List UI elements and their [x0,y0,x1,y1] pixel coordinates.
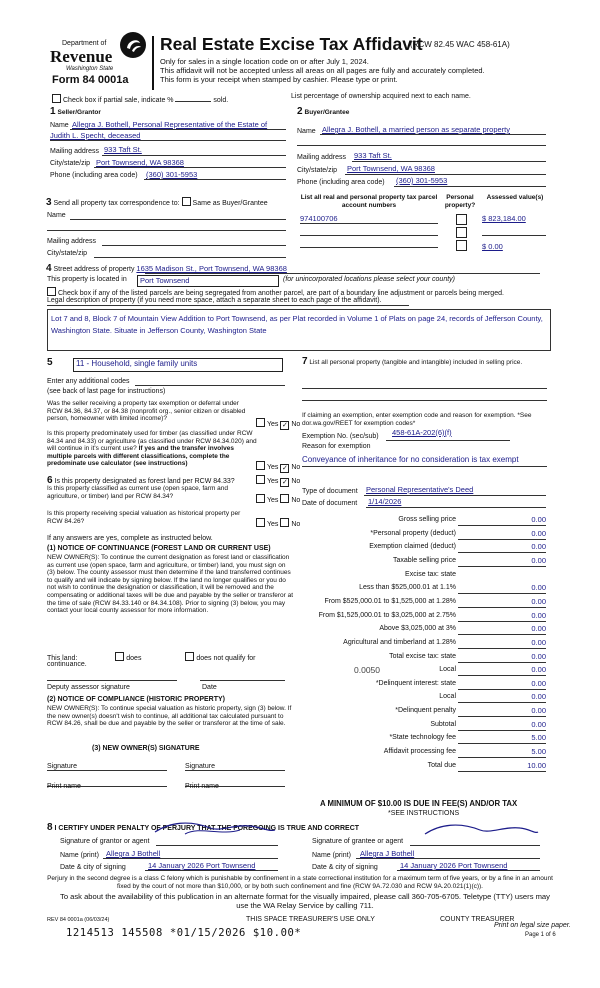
land-does-checkbox[interactable] [115,652,124,661]
owner-sig-label-2: Signature [185,763,215,770]
exemption-no-line [386,440,510,441]
form-number: Form 84 0001a [52,74,129,86]
new-owner-sig-title: (3) NEW OWNER(S) SIGNATURE [92,745,200,752]
deputy-label: Deputy assessor signature [47,684,130,691]
section-1-heading: 1 Seller/Grantor [50,106,101,117]
tax-row-label: Total due [427,762,456,769]
agency-label: Revenue [50,47,113,66]
grantor-name-line [103,858,278,859]
notice2-title: (2) NOTICE OF COMPLIANCE (HISTORIC PROPERTY) [47,696,225,703]
section-5-num: 5 [47,357,53,368]
tax-row-label: *Delinquent penalty [395,707,456,714]
treasurer-only: THIS SPACE TREASURER'S USE ONLY [246,916,375,923]
legal-description-box[interactable] [47,309,551,351]
s6-q2-yes[interactable] [256,494,265,503]
owner-sig-line-2 [185,770,285,771]
s6-q1-row: 6 Is this property designated as forest land per RCW 84.33? [47,475,235,486]
yes-label: Yes [267,464,279,471]
tax-row-value[interactable]: 0.00 [531,665,546,674]
grantor-sig-line [156,845,278,846]
owner-sig-line-1 [47,770,167,771]
tax-row [302,748,548,759]
assessed-col-header: Assessed value(s) [486,194,544,201]
s6-q2-answer [256,494,300,504]
form-rcw: (RCW 82.45 WAC 458-61A) [410,40,510,49]
buyer-heading: Buyer/Grantee [304,109,350,116]
located-select[interactable] [137,275,279,287]
parcel-number[interactable]: 974100706 [300,214,338,223]
tax-row-label: *State technology fee [389,734,456,741]
grantee-name-line [356,858,540,859]
no-label: No [291,521,301,528]
parcel-line-1 [300,223,438,224]
grantor-date-line [145,870,278,871]
tax-row-value[interactable]: 0.00 [531,706,546,715]
s6-q1-yes[interactable] [256,475,265,484]
assessed-line-2 [482,235,546,236]
tax-row-value[interactable]: 0.00 [531,652,546,661]
section-3-row: 3 Send all property tax correspondence to: Same as Buyer/Grantee [46,197,268,208]
parcel-line-3 [300,247,438,248]
tax-row-label: Total excise tax: state [389,653,456,660]
seller-city[interactable]: Port Townsend, WA 98368 [96,158,184,167]
tax-row [302,734,548,745]
notice2-text: NEW OWNER(S): To continue special valuation as historic property, sign (3) below. If the new owner(s) doesn't wish to continue, all additional tax calculated pursuant to RCW 84.26, shall be due and payable by the seller or transferor at the time of sale. [47,705,292,728]
tax-row [302,571,548,582]
owner-sig-label-1: Signature [47,763,77,770]
additional-codes-label: Enter any additional codes [47,378,130,385]
no-label: No [291,421,301,428]
buyer-phone-label: Phone (including area code) [297,179,385,186]
header-note-3: This form is your receipt when stamped by cashier. Please type or print. [160,75,398,84]
certify-row: 8 I CERTIFY UNDER PENALTY OF PERJURY THAT THE FOREGOING IS TRUE AND CORRECT [47,822,360,833]
notice1-title: (1) NOTICE OF CONTINUANCE (FOREST LAND OR CURRENT USE) [47,545,271,552]
personal-property-checkbox-1[interactable] [456,214,467,225]
buyer-name-line [320,134,546,135]
tax-row-line [458,730,546,731]
s6-q3-answer [256,518,300,528]
grantee-sig-label: Signature of grantee or agent [312,838,404,845]
tax-row [302,762,548,773]
tax-row-line [458,757,546,758]
grantee-name[interactable]: Allegra J Bothell [360,849,415,858]
this-land-label: This land: [47,655,78,662]
doc-type-line [364,495,546,496]
buyer-name[interactable]: Allegra J. Bothell, a married person as separate property [322,125,511,134]
doc-date-label: Date of document [302,500,358,507]
grantor-name[interactable]: Allegra J Bothell [106,849,161,858]
s6-if-yes: If any answers are yes, complete as instructed below. [47,535,213,542]
tax-row-line [458,607,546,608]
print-legal-note: Print on legal size paper. [494,922,571,929]
legal-label-underline [47,305,409,306]
boundary-checkbox[interactable] [47,287,56,296]
local-rate: 0.0050 [354,665,380,675]
tax-row [302,598,548,609]
grantor-name-label: Name (print) [60,852,99,859]
tax-row-line [458,593,546,594]
seller-name-label: Name [50,122,69,129]
doc-date[interactable]: 1/14/2026 [368,497,402,506]
seller-city-line [94,167,286,168]
tax-row-label: Agricultural and timberland at 1.28% [343,639,456,646]
tax-row-value[interactable]: 0.00 [531,583,546,592]
s6-q1-answer [256,475,300,487]
tax-row [302,707,548,718]
grantee-date-label: Date & city of signing [312,864,378,871]
tax-row [302,516,548,527]
tax-row-value[interactable]: 10.00 [527,761,546,770]
tax-row [302,680,548,691]
legal-label: Legal description of property (if you need more space, attach a separate sheet to each page of the affidavit). [47,297,382,304]
tax-row-value[interactable]: 0.00 [531,542,546,551]
tax-row-value[interactable]: 0.00 [531,611,546,620]
dept-label: Department of [62,40,107,47]
deputy-line [47,680,177,681]
corr-name-line [70,219,286,220]
tax-row-label: Above $3,025,000 at 3% [379,625,456,632]
tax-row-value[interactable]: 0.00 [531,515,546,524]
no-label: No [291,478,301,485]
boundary-row [47,287,504,297]
tax-row-label: Local [439,666,456,673]
tax-row-label: From $1,525,000.01 to $3,025,000 at 2.75% [318,612,456,619]
section-4-street-row: 4 Street address of property 1635 Madison St., Port Townsend, WA 98368 [46,263,287,274]
doc-date-line [366,507,546,508]
does-label: does [126,655,142,662]
legal-description: Lot 7 and 8, Block 7 of Mountain View Addition to Port Townsend, as per Plat recorded in Volume 1 of Plats on page 24, records of Jefferson County, Washington State. Situate in Jefferson County, Washington State [51,314,543,335]
tax-row [302,530,548,541]
seller-city-label: City/state/zip [50,160,91,167]
state-label: Washington State [66,66,114,72]
partial-sale-checkbox[interactable] [52,94,61,103]
s6-q3-no[interactable] [280,518,289,527]
tax-row-value[interactable]: 0.00 [531,529,546,538]
tax-row [302,666,548,677]
tax-row-line [458,552,546,553]
section-7: 7 List all personal property (tangible and intangible) included in selling price. [302,356,523,367]
tax-row-label: *Personal property (deduct) [370,530,456,537]
corr-mailing-line [102,245,286,246]
deputy-date-line [200,680,285,681]
same-as-buyer-checkbox[interactable] [182,197,191,206]
partial-sale-percent-field[interactable] [175,95,211,102]
deputy-date-label: Date [202,684,217,691]
located-value: Port Townsend [140,276,190,285]
yes-label: Yes [267,497,279,504]
tax-row-line [458,621,546,622]
s5-q1-yes[interactable] [256,418,265,427]
does-not-label: does not qualify for [196,655,256,662]
tax-row-value[interactable]: 0.00 [531,720,546,729]
seller-name-line [70,129,286,130]
assessed-value-2[interactable]: $ 0.00 [482,242,503,251]
header-divider [152,36,154,90]
exemption-no-label: Exemption No. (sec/sub) [302,433,379,440]
tax-row-label: From $525,000.01 to $1,525,000 at 1.28% [324,598,456,605]
tax-row [302,639,548,650]
seller-mailing[interactable]: 933 Taft St. [104,145,142,154]
s5-q2 [47,430,257,468]
tax-row [302,584,548,595]
partial-sale-label: Check box if partial sale, indicate % [63,97,174,104]
reason[interactable]: Conveyance of inheritance for no consideration is tax exempt [302,455,519,464]
personal-property-checkbox-2[interactable] [456,227,467,238]
correspondence-city-label: City/state/zip [47,250,88,257]
s6-q2: Is this property classified as current use (open space, farm and agriculture, or timber) land per RCW 84.34? [47,485,229,500]
buyer-name-line-2 [297,145,546,146]
owner-print-label-2: Print name [185,783,219,790]
located-label: This property is located in [47,276,127,283]
use-code-value: 11 - Household, single family units [76,359,198,368]
buyer-city-line [345,174,546,175]
parcel-col-header: List all real and personal property tax parcel account numbers [300,194,438,209]
minimum-due: A MINIMUM OF $10.00 IS DUE IN FEE(S) AND/OR TAX [320,799,518,808]
tax-row [302,653,548,664]
exemption-no[interactable]: 458-61A-202(6)(f) [392,428,452,437]
tax-row-line [458,662,546,663]
tax-row-label: *Delinquent interest: state [375,680,456,687]
grantor-sig-label: Signature of grantor or agent [60,838,150,845]
reason-label: Reason for exemption [302,443,371,450]
s6-q3-yes[interactable] [256,518,265,527]
tax-row-value[interactable]: 0.00 [531,624,546,633]
s7-line-2 [302,400,547,401]
owner-print-label-1: Print name [47,783,81,790]
alt-format-notice: To ask about the availability of this publication in an alternate format for the visually impaired, please call 360-705-6705. Teletype (TTY) users may use the WA Relay Service by calling 711. [60,892,550,910]
no-label: No [291,464,301,471]
certify-text: I CERTIFY UNDER PENALTY OF PERJURY THAT THE FOREGOING IS TRUE AND CORRECT [54,825,360,832]
buyer-mailing-label: Mailing address [297,154,347,161]
tax-row-value[interactable]: 5.00 [531,733,546,742]
seller-name-line2[interactable]: Judith L. Specht, deceased [50,131,141,140]
page-number: Page 1 of 6 [525,932,556,938]
s5-q1: Was the seller receiving a property tax exemption or deferral under RCW 84.36, 84.37, or 84.38 (nonprofit org., senior citizen or disabled person, homeowner with limited income)? [47,400,246,423]
correspondence-mailing-label: Mailing address [47,238,97,245]
grantor-signature-image [150,818,280,840]
s5-q1-no[interactable]: ✓ [281,422,288,429]
tax-row-label: Less than $525,000.01 at 1.1% [359,584,456,591]
use-code-select[interactable] [73,358,283,372]
tax-row [302,543,548,554]
grantee-date-line [397,870,540,871]
seller-name-line-2 [50,140,286,141]
tax-row-value[interactable]: 0.00 [531,679,546,688]
s6-q1: Is this property designated as forest land per RCW 84.33? [54,478,235,485]
tax-row-line [458,716,546,717]
buyer-name-label: Name [297,128,316,135]
corr-city-line [94,257,286,258]
grantee-date-city[interactable]: 14 January 2026 Port Townsend [400,861,508,870]
tax-row [302,625,548,636]
grantor-date-city[interactable]: 14 January 2026 Port Townsend [148,861,256,870]
continuance-label: continuance. [47,661,87,668]
tax-row-line [458,743,546,744]
buyer-phone[interactable]: (360) 301-5953 [396,176,448,185]
personal-property-checkbox-3[interactable] [456,240,467,251]
assessed-value[interactable]: $ 823,184.00 [482,214,526,223]
rev-number: REV 84 0001a (06/03/24) [47,917,110,923]
partial-sale-row [52,94,228,104]
buyer-mailing[interactable]: 933 Taft St. [354,151,392,160]
grantor-date-label: Date & city of signing [60,864,126,871]
tax-row [302,557,548,568]
tax-row-line [458,675,546,676]
tax-row-line [458,771,546,772]
perjury-text: Perjury in the second degree is a class C felony which is punishable by confinement in a state correctional institution for a maximum term of five years, or by a fine in an amount fixed by the court of not more than $10,000, or by both such confinement and fine (RCW 9A.72.030 and RCW 9A.20.021(1)(c)). [47,875,553,890]
street-label: Street address of property [53,266,135,273]
buyer-phone-line [394,186,546,187]
tax-row-line [458,634,546,635]
see-back-label: (see back of last page for instructions) [47,388,166,395]
grantee-sig-line [410,845,540,846]
seller-mailing-label: Mailing address [50,148,100,155]
s6-q1-no[interactable]: ✓ [281,479,288,486]
seller-heading: Seller/Grantor [57,109,101,116]
boundary-label: Check box if any of the listed parcels are being segregated from another parcel, are part of a boundary line adjustment or parcels being merged. [58,290,504,297]
land-does-not-checkbox[interactable] [185,652,194,661]
receipt-stamp: 1214513 145508 *01/15/2026 $10.00* [66,927,302,939]
notice1-text: NEW OWNER(S): To continue the current designation as forest land or classification as current use (open space, farm and agriculture, or timber) land, you must sign on (3) below. The county assessor must then determine if the land transferred continues to qualify and will indicate by signing below. If the land no longer qualifies or you do not wish to continue the designation or classification, it will be removed and the compensating or additional taxes will be due and payable by the seller or transferor at the time of sale (RCW 84.33.140 or 84.34.108). Prior to signing (3) below, you may contact your local county assessor for more information. [47,554,294,615]
tax-row [302,693,548,704]
tax-row-value[interactable]: 5.00 [531,747,546,756]
s5-q2-yes[interactable] [256,461,265,470]
percent-note: List percentage of ownership acquired next to each name. [291,93,471,100]
s5-q2-bold: If yes and the transfer involves multiple parcels with different classifications, complete the predominate use calculator (see instructions) [47,445,234,468]
same-as-buyer-label: Same as Buyer/Grantee [192,200,268,207]
s5-q2-no[interactable]: ✓ [281,465,288,472]
yes-label: Yes [267,521,279,528]
unincorp-note: (for unincorporated locations please select your county) [283,276,455,283]
tax-row-value[interactable]: 0.00 [531,556,546,565]
s5-q1-answer [256,418,300,430]
perjury-notice [44,875,556,890]
partial-sale-sold: sold. [213,97,229,104]
tax-row-label: Affidavit processing fee [383,748,456,755]
header-note-1: Only for sales in a single location code on or after July 1, 2024. [160,57,369,66]
buyer-mailing-line [352,161,546,162]
tax-row-line [458,525,546,526]
header-note-2: This affidavit will not be accepted unless all areas on all pages are fully and accurately completed. [160,66,485,75]
corr-name-line-2 [47,230,286,231]
yes-label: Yes [267,478,279,485]
seller-phone-line [144,179,286,180]
tax-row-label: Local [439,693,456,700]
seller-mailing-line [102,155,286,156]
revenue-swirl-icon [118,30,148,60]
property-street[interactable]: 1635 Madison St., Port Townsend, WA 98368 [136,264,287,273]
section-2-heading: 2 Buyer/Grantee [297,106,350,117]
grantee-name-label: Name (print) [312,852,351,859]
s5-q2-text: Is this property predominately used for timber (as classified under RCW 84.34 and 84.33) or agriculture (as classified under RCW 84.34.020) and will continue in it's current use? [47,430,257,453]
tax-row-value[interactable]: 0.00 [531,597,546,606]
tax-row-line [458,566,546,567]
s6-q3: Is this property receiving special valuation as historical property per RCW 84.26? [47,510,241,525]
yes-label: Yes [267,421,279,428]
tax-row-label: Exemption claimed (deduct) [369,543,456,550]
county-treasurer: COUNTY TREASURER [440,916,515,923]
grantee-signature-image [420,820,540,842]
seller-phone-label: Phone (including area code) [50,172,138,179]
personal-col-header: Personal property? [444,194,476,209]
parcel-line-2 [300,235,438,236]
buyer-city-label: City/state/zip [297,167,338,174]
additional-codes-line [135,385,285,386]
section-3-label: Send all property tax correspondence to: [53,200,180,207]
tax-row-value[interactable]: 0.00 [531,692,546,701]
tax-row [302,721,548,732]
tax-row-label: Excise tax: state [405,571,456,578]
tax-row-value[interactable]: 0.00 [531,638,546,647]
s7-line-1 [302,388,547,389]
tax-row-line [458,539,546,540]
buyer-city[interactable]: Port Townsend, WA 98368 [347,164,435,173]
s6-q2-no[interactable] [280,494,289,503]
tax-row-label: Taxable selling price [392,557,456,564]
doc-type[interactable]: Personal Representative's Deed [366,485,474,494]
doc-type-label: Type of document [302,488,358,495]
section-7-label: List all personal property (tangible and intangible) included in selling price. [309,359,523,366]
no-label: No [291,497,301,504]
street-line [145,273,540,274]
tax-row-label: Gross selling price [398,516,456,523]
seller-phone[interactable]: (360) 301-5953 [146,170,198,179]
tax-row-line [458,689,546,690]
s5-q2-answer [256,461,300,473]
reason-line [302,466,547,467]
correspondence-name-label: Name [47,212,66,219]
form-title: Real Estate Excise Tax Affidavit [160,34,423,54]
seller-name-line1[interactable]: Allegra J. Bothell, Personal Representative of the Estate of [72,120,268,129]
tax-row-line [458,702,546,703]
tax-row-label: Subtotal [430,721,456,728]
exemption-q: If claiming an exemption, enter exemption code and reason for exemption. *See dor.wa.gov/REET for exemption codes* [302,412,532,427]
see-instructions: *SEE INSTRUCTIONS [388,810,460,817]
tax-row [302,612,548,623]
tax-row-line [458,648,546,649]
